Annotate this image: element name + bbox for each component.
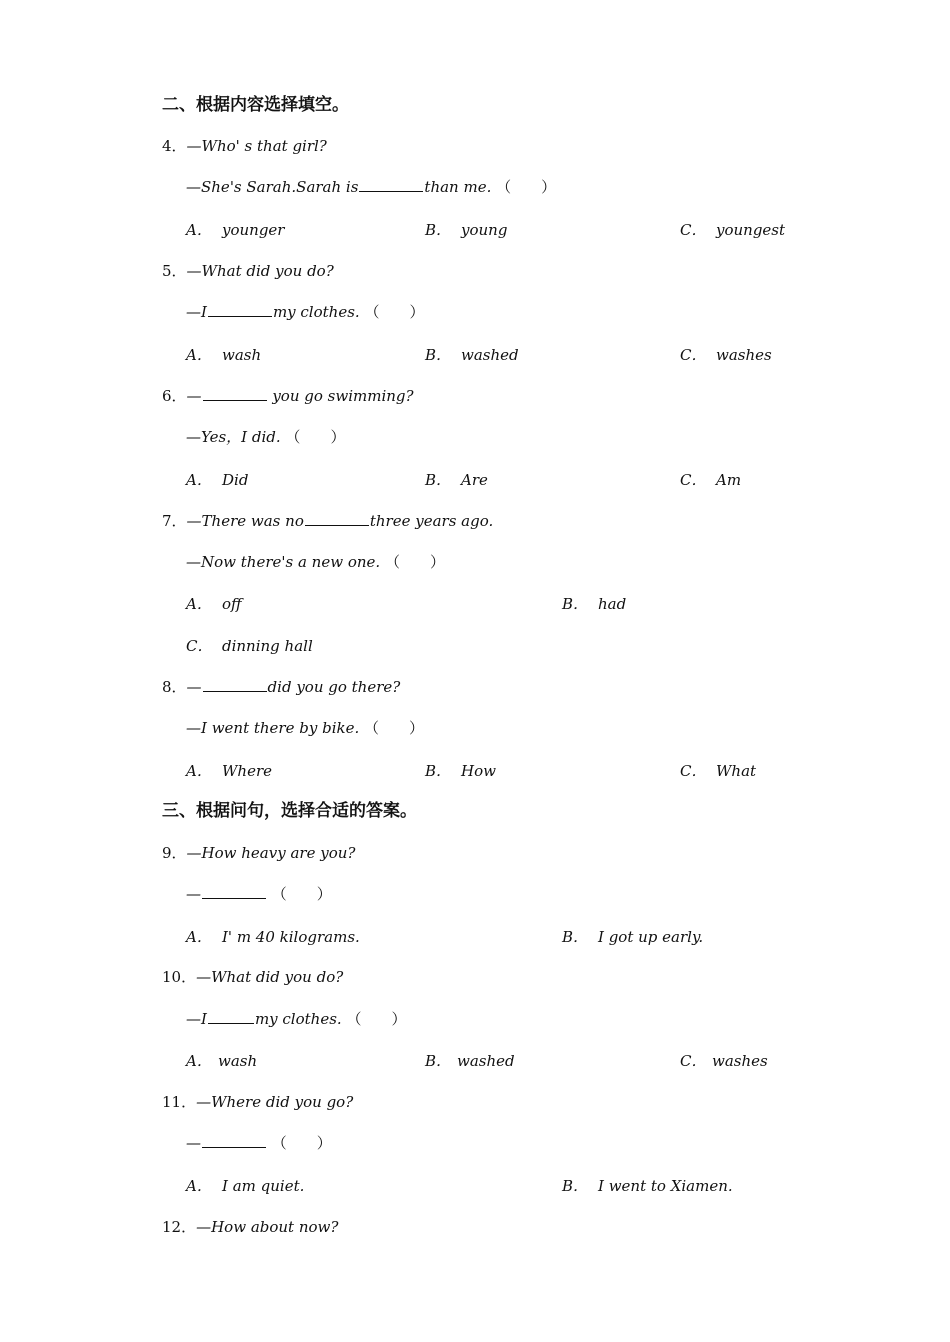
answer-parentheses[interactable]: （ ） bbox=[346, 1010, 407, 1028]
question-4-option-b[interactable]: B． young bbox=[425, 221, 508, 239]
question-10-option-c[interactable]: C． washes bbox=[680, 1052, 768, 1070]
answer-parentheses[interactable]: （ ） bbox=[496, 178, 557, 196]
answer-blank[interactable] bbox=[208, 1009, 254, 1024]
question-11-response: — （ ） bbox=[186, 1134, 332, 1152]
answer-blank[interactable] bbox=[305, 511, 369, 526]
question-6-prompt: 6．— you go swimming? bbox=[162, 387, 414, 405]
answer-parentheses[interactable]: （ ） bbox=[364, 719, 425, 737]
question-9-prompt: 9．—How heavy are you? bbox=[162, 844, 356, 862]
question-10-response: —I my clothes. （ ） bbox=[186, 1010, 407, 1028]
question-12-prompt: 12．—How about now? bbox=[162, 1218, 339, 1236]
answer-blank[interactable] bbox=[203, 677, 267, 692]
question-5-response: —I my clothes. （ ） bbox=[186, 303, 425, 321]
question-6-option-c[interactable]: C． Am bbox=[680, 471, 742, 489]
question-8-prompt: 8．— did you go there? bbox=[162, 678, 401, 696]
question-4-option-c[interactable]: C． youngest bbox=[680, 221, 786, 239]
question-4-prompt: 4．—Who' s that girl? bbox=[162, 137, 327, 155]
question-5-prompt: 5．—What did you do? bbox=[162, 262, 334, 280]
answer-parentheses[interactable]: （ ） bbox=[285, 428, 346, 446]
question-11-prompt: 11．—Where did you go? bbox=[162, 1093, 354, 1111]
question-8-option-c[interactable]: C． What bbox=[680, 762, 757, 780]
answer-parentheses[interactable]: （ ） bbox=[364, 303, 425, 321]
section-heading-3: 三、根据问句，选择合适的答案。 bbox=[162, 801, 417, 821]
question-8-option-b[interactable]: B． How bbox=[425, 762, 496, 780]
answer-blank[interactable] bbox=[202, 884, 266, 899]
question-11-option-a[interactable]: A． I am quiet. bbox=[186, 1177, 305, 1195]
section-heading-2: 二、根据内容选择填空。 bbox=[162, 95, 349, 115]
answer-parentheses[interactable]: （ ） bbox=[271, 1134, 332, 1152]
question-9-option-a[interactable]: A． I' m 40 kilograms. bbox=[186, 928, 360, 946]
question-7-option-a[interactable]: A． off bbox=[186, 595, 242, 613]
question-9-option-b[interactable]: B． I got up early. bbox=[562, 928, 704, 946]
question-4-option-a[interactable]: A． younger bbox=[186, 221, 285, 239]
answer-blank[interactable] bbox=[208, 302, 272, 317]
question-5-option-b[interactable]: B． washed bbox=[425, 346, 519, 364]
question-7-response: —Now there's a new one. （ ） bbox=[186, 553, 445, 571]
question-10-option-b[interactable]: B． washed bbox=[425, 1052, 515, 1070]
question-10-prompt: 10．—What did you do? bbox=[162, 968, 344, 986]
question-5-option-c[interactable]: C． washes bbox=[680, 346, 772, 364]
answer-blank[interactable] bbox=[202, 1133, 266, 1148]
answer-blank[interactable] bbox=[359, 177, 423, 192]
question-7-option-c[interactable]: C． dinning hall bbox=[186, 637, 313, 655]
question-4-response: —She's Sarah.Sarah is than me. （ ） bbox=[186, 178, 557, 196]
question-7-prompt: 7．—There was no three years ago. bbox=[162, 512, 494, 530]
question-5-option-a[interactable]: A． wash bbox=[186, 346, 262, 364]
question-9-response: — （ ） bbox=[186, 885, 332, 903]
question-7-option-b[interactable]: B． had bbox=[562, 595, 627, 613]
question-11-option-b[interactable]: B． I went to Xiamen. bbox=[562, 1177, 733, 1195]
question-6-option-b[interactable]: B． Are bbox=[425, 471, 488, 489]
question-10-option-a[interactable]: A． wash bbox=[186, 1052, 258, 1070]
answer-parentheses[interactable]: （ ） bbox=[384, 553, 445, 571]
answer-blank[interactable] bbox=[203, 386, 267, 401]
question-6-option-a[interactable]: A． Did bbox=[186, 471, 249, 489]
question-8-response: —I went there by bike. （ ） bbox=[186, 719, 425, 737]
question-6-response: —Yes，I did. （ ） bbox=[186, 428, 346, 446]
answer-parentheses[interactable]: （ ） bbox=[271, 885, 332, 903]
question-8-option-a[interactable]: A． Where bbox=[186, 762, 273, 780]
